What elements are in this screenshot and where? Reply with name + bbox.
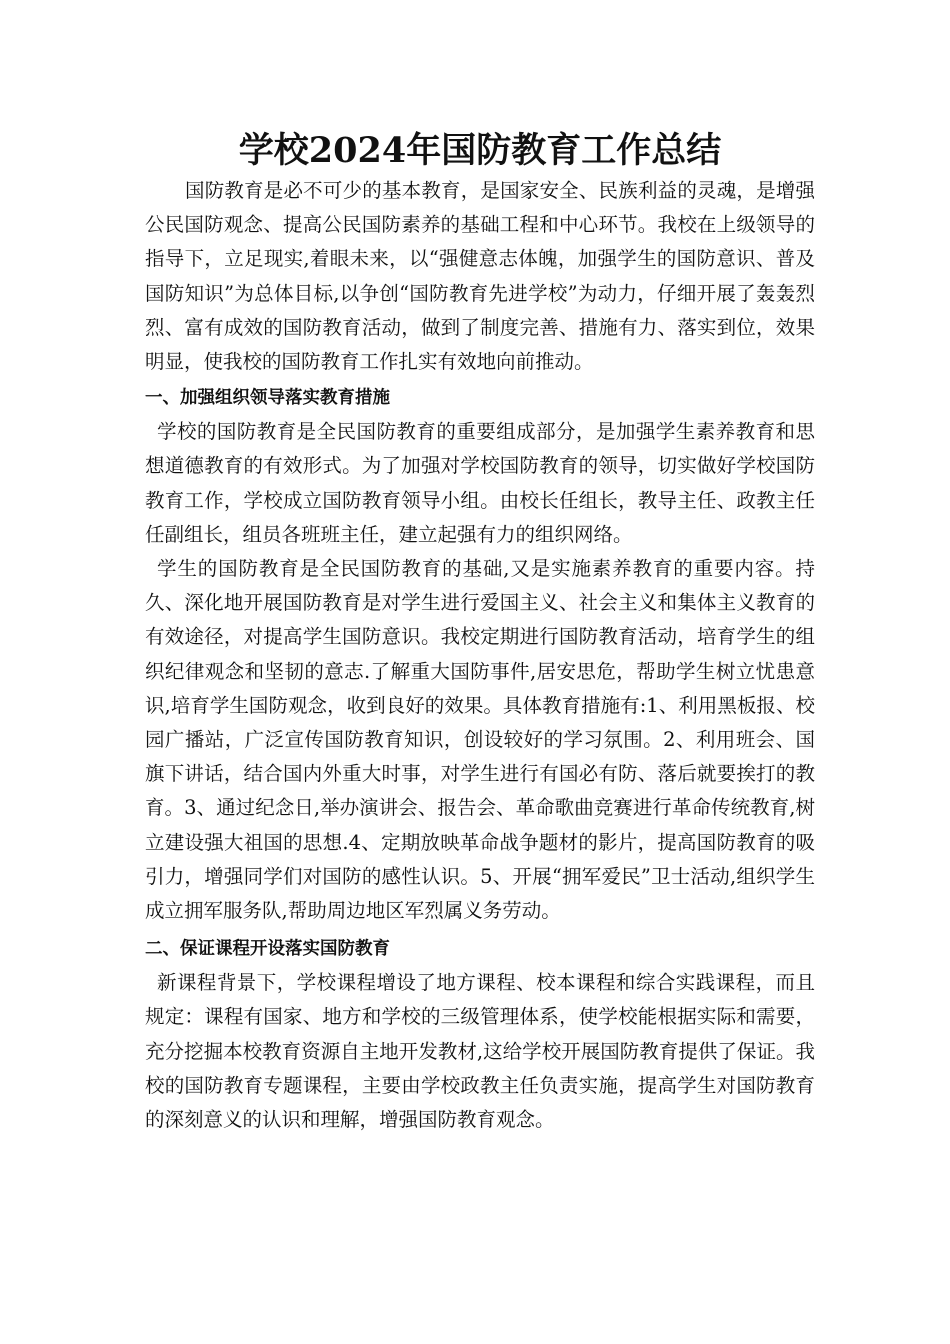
- section1-paragraph-2: 学生的国防教育是全民国防教育的基础,又是实施素养教育的重要内容。持久、深化地开展国防教育是对学生进行爱国主义、社会主义和集体主义教育的有效途径，对提高学生国防意识。我校定期进行国防教育活动，培育学生的组织纪律观念和坚韧的意志.了解重大国防事件,居安思危，帮助学生树立忧患意识,培育学生国防观念，收到良好的效果。具体教育措施有:1、利用黑板报、校园广播站，广泛宣传国防教育知识，创设较好的学习氛围。2、利用班会、国旗下讲话，结合国内外重大时事，对学生进行有国必有防、落后就要挨打的教育。3、通过纪念日,举办演讲会、报告会、革命歌曲竞赛进行革命传统教育,树立建设强大祖国的思想.4、定期放映革命战争题材的影片，提高国防教育的吸引力，增强同学们对国防的感性认识。5、开展“拥军爱民”卫士活动,组织学生成立拥军服务队,帮助周边地区军烈属义务劳动。: [145, 557, 815, 923]
- document-title: 学校2024年国防教育工作总结: [238, 130, 722, 171]
- document-body: [145, 128, 815, 1137]
- intro-paragraph: 国防教育是必不可少的基本教育，是国家安全、民族利益的灵魂，是增强公民国防观念、提高公民国防素养的基础工程和中心环节。我校在上级领导的指导下，立足现实,着眼未来，以“强健意志体魄，加强学生的国防意识、普及国防知识”为总体目标,以争创“国防教育先进学校”为动力，仔细开展了轰轰烈烈、富有成效的国防教育活动，做到了制度完善、措施有力、落实到位，效果明显，使我校的国防教育工作扎实有效地向前推动。: [145, 179, 815, 374]
- section2-paragraph-1: 新课程背景下，学校课程增设了地方课程、校本课程和综合实践课程，而且规定：课程有国家、地方和学校的三级管理体系，使学校能根据实际和需要，充分挖掘本校教育资源自主地开发教材,这给学校开展国防教育提供了保证。我校的国防教育专题课程，主要由学校政教主任负责实施，提高学生对国防教育的深刻意义的认识和理解，增强国防教育观念。: [145, 971, 815, 1132]
- section-heading-2: 二、保证课程开设落实国防教育: [145, 939, 390, 960]
- section-heading-1: 一、加强组织领导落实教育措施: [145, 388, 390, 409]
- section1-paragraph-1: 学校的国防教育是全民国防教育的重要组成部分，是加强学生素养教育和思想道德教育的有效形式。为了加强对学校国防教育的领导，切实做好学校国防教育工作，学校成立国防教育领导小组。由校长任组长，教导主任、政教主任任副组长，组员各班班主任，建立起强有力的组织网络。: [145, 420, 815, 546]
